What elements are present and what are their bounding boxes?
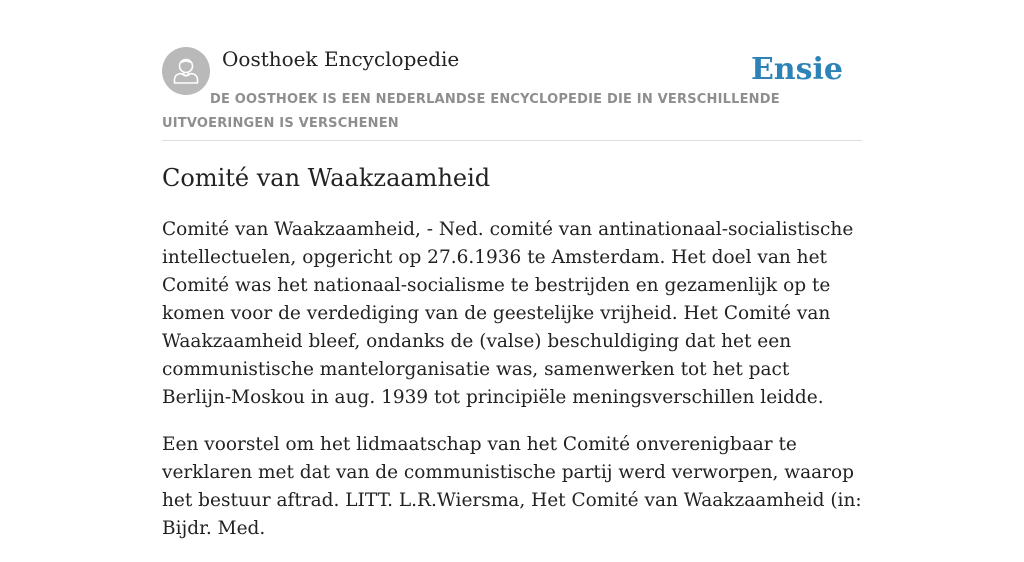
site-header bbox=[162, 44, 862, 141]
brand-logo-link[interactable]: Ensie bbox=[750, 52, 843, 87]
article-body bbox=[162, 216, 862, 562]
article-paragraph-2: Een voorstel om het lidmaatschap van het Comité onverenigbaar te verklaren met dat van de communistische partij werd verworpen, waarop het bestuur aftrad. LITT. L.R.Wiersma, Het Comité van Waakzaamheid (in: Bijdr. Med. bbox=[162, 434, 862, 539]
article-paragraph-1: Comité van Waakzaamheid, - Ned. comité van antinationaal-socialistische intellectuelen, opgericht op 27.6.1936 te Amsterdam. Het doel van het Comité was het nationaal-socialisme te bestrijden en gezamenlijk op te komen voor de verdediging van de geestelijke vrijheid. Het Comité van Waakzaamheid bleef, ondanks de (valse) beschuldiging dat het een communistische mantelorganisatie was, samenwerken tot het pact Berlijn-Moskou in aug. 1939 tot principiële meningsverschillen leidde. bbox=[162, 219, 854, 408]
source-name[interactable]: Oosthoek Encyclopedie bbox=[222, 47, 460, 71]
source-tagline: DE OOSTHOEK IS EEN NEDERLANDSE ENCYCLOPEDIE DIE IN VERSCHILLENDE UITVOERINGEN IS VERSCHENEN bbox=[162, 92, 780, 131]
article-title: Comité van Waakzaamheid bbox=[162, 164, 491, 192]
